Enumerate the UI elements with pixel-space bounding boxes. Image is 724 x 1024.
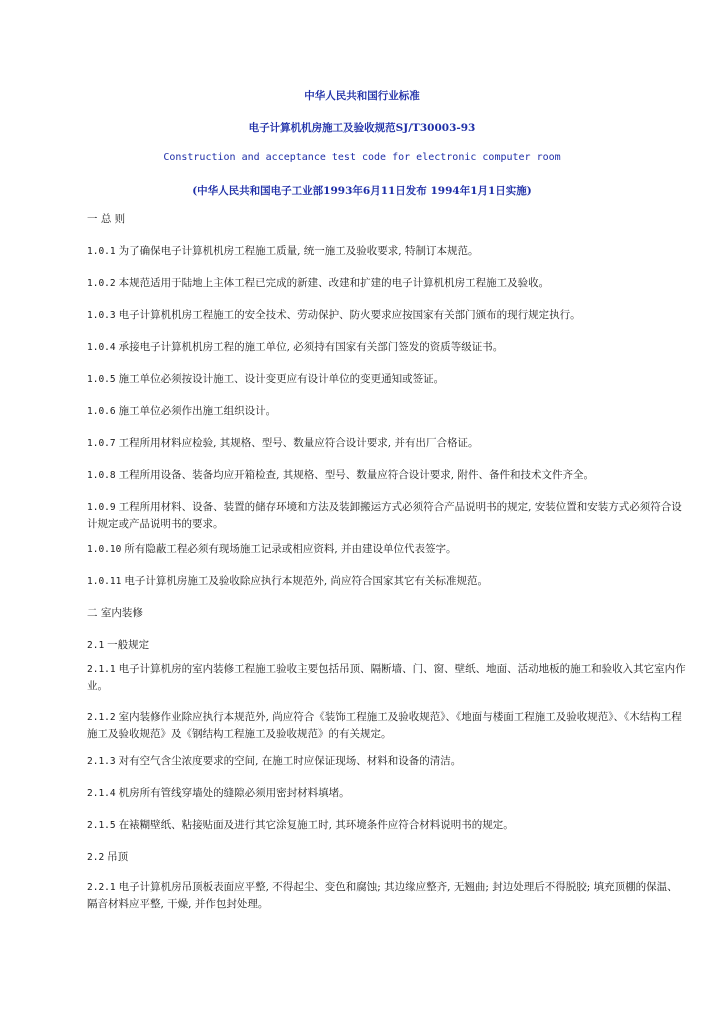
subsection-title: 吊顶 [107,851,129,863]
clause-text: 为了确保电子计算机机房工程施工质量, 统一施工及验收要求, 特制订本规范。 [118,245,479,257]
clause-number: 2.1.4 [87,788,116,799]
clause-text: 工程所用设备、装备均应开箱检查, 其规格、型号、数量应符合设计要求, 附件、备件和技术文件齐全。 [118,469,594,481]
clause-text: 电子计算机房的室内装修工程施工验收主要包括吊顶、隔断墙、门、窗、壁纸、地面、活动地板的施工和验收入其它室内作业。 [87,663,686,692]
clause-text: 对有空气含尘浓度要求的空间, 在施工时应保证现场、材料和设备的清洁。 [118,755,462,767]
clause-text: 电子计算机房吊顶板表面应平整, 不得起尘、变色和腐蚀; 其边缘应整齐, 无翘曲; 封边处理后不得脱胶; 填充顶棚的保温、隔音材料应平整, 干燥, 并作包封处理。 [87,881,678,910]
clause-number: 1.0.5 [87,374,116,385]
clause-2-2-1 [87,879,687,912]
clause-number: 1.0.8 [87,470,116,481]
clause-text: 本规范适用于陆地上主体工程已完成的新建、改建和扩建的电子计算机机房工程施工及验收。 [118,277,550,289]
clause-text: 在裱糊壁纸、粘接贴面及进行其它涂复施工时, 其环境条件应符合材料说明书的规定。 [118,819,514,831]
clause-number: 2.1.2 [87,712,116,723]
subsection-number: 2.1 [87,640,105,651]
clause-text: 工程所用材料应检验, 其规格、型号、数量应符合设计要求, 并有出厂合格证。 [118,437,479,449]
clause-text: 电子计算机机房工程施工的安全技术、劳动保护、防火要求应按国家有关部门颁布的现行规定执行。 [118,309,581,321]
subsection-title: 一般规定 [107,639,150,651]
clause-number: 1.0.6 [87,406,116,417]
clause-1-0-2 [87,275,687,292]
clause-number: 1.0.7 [87,438,116,449]
section-heading-interior: 二 室内装修 [87,607,143,619]
clause-text: 施工单位必须作出施工组织设计。 [118,405,277,417]
clause-number: 1.0.1 [87,246,116,257]
clause-1-0-4 [87,339,687,356]
clause-text: 室内装修作业除应执行本规范外, 尚应符合《装饰工程施工及验收规范》、《地面与楼面工程施工及验收规范》、《木结构工程施工及验收规范》及《钢结构工程施工及验收规范》的有关规定。 [87,711,682,740]
clause-1-0-9 [87,499,687,532]
clause-text: 所有隐蔽工程必须有现场施工记录或相应资料, 并由建设单位代表签字。 [124,543,457,555]
clause-number: 1.0.2 [87,278,116,289]
clause-1-0-3 [87,307,687,324]
subsection-2-2-heading [87,849,687,866]
standard-category-title: 中华人民共和国行业标准 [304,90,420,102]
clause-number: 1.0.3 [87,310,116,321]
clause-1-0-1 [87,243,687,260]
clause-number: 1.0.4 [87,342,116,353]
clause-1-0-8 [87,467,687,484]
clause-text: 承接电子计算机机房工程的施工单位, 必须持有国家有关部门签发的资质等级证书。 [118,341,504,353]
clause-text: 施工单位必须按设计施工、设计变更应有设计单位的变更通知或签证。 [118,373,445,385]
clause-text: 电子计算机房施工及验收除应执行本规范外, 尚应符合国家其它有关标准规范。 [124,575,489,587]
clause-1-0-6 [87,403,687,420]
clause-2-1-3 [87,753,687,770]
clause-2-1-2 [87,709,687,742]
clause-number: 2.1.5 [87,820,116,831]
standard-english-title: Construction and acceptance test code for electronic computer room [163,152,561,163]
clause-2-1-5 [87,817,687,834]
clause-number: 1.0.11 [87,576,122,587]
clause-number: 2.1.3 [87,756,116,767]
clause-number: 1.0.10 [87,544,122,555]
publication-note: (中华人民共和国电子工业部1993年6月11日发布 1994年1月1日实施) [192,185,532,197]
clause-1-0-10 [87,541,687,558]
section-heading-general: 一 总 则 [87,213,126,225]
clause-number: 2.2.1 [87,882,116,893]
standard-title: 电子计算机机房施工及验收规范SJ/T30003-93 [248,122,476,134]
clause-2-1-1 [87,661,687,694]
clause-2-1-4 [87,785,687,802]
clause-1-0-11 [87,573,687,590]
clause-1-0-5 [87,371,687,388]
clause-text: 工程所用材料、设备、装置的储存环境和方法及装卸搬运方式必须符合产品说明书的规定, 安装位置和安装方式必须符合设计规定或产品说明书的要求。 [87,501,682,530]
subsection-2-1-heading [87,637,687,654]
clause-1-0-7 [87,435,687,452]
subsection-number: 2.2 [87,852,105,863]
clause-text: 机房所有管线穿墙处的缝隙必须用密封材料填堵。 [118,787,350,799]
clause-number: 1.0.9 [87,502,116,513]
clause-number: 2.1.1 [87,664,116,675]
